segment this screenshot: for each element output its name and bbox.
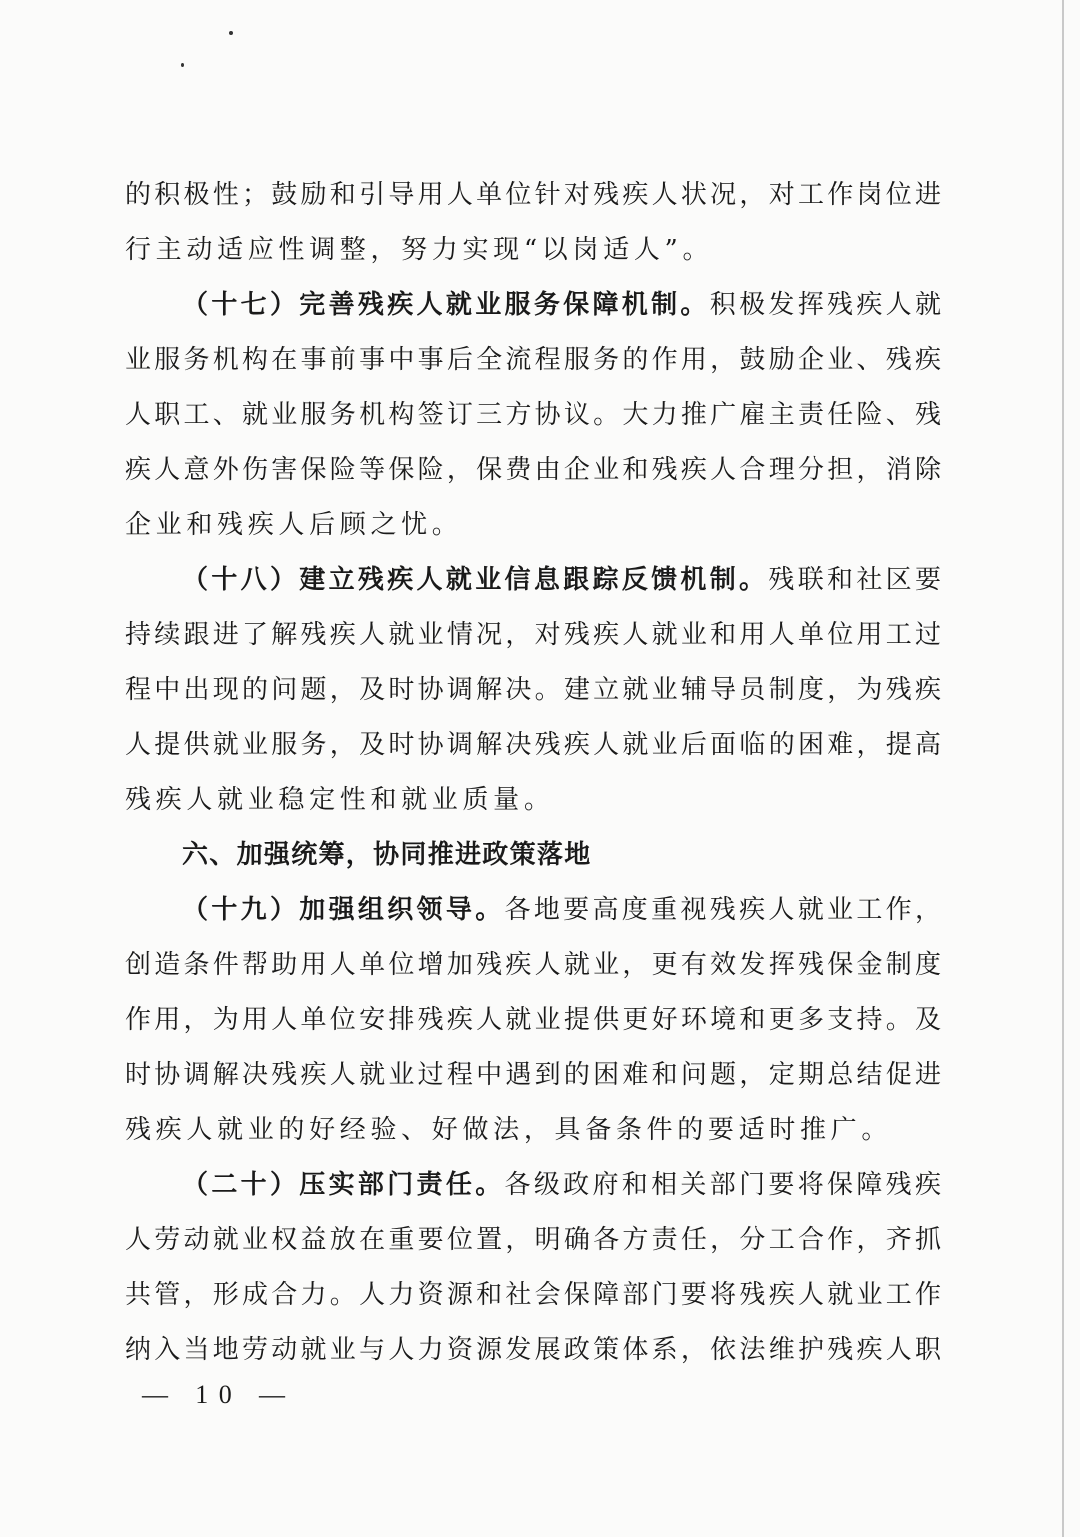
clause-first-line bbox=[125, 1158, 941, 1213]
clause-text: 积极发挥残疾人就 bbox=[709, 290, 941, 320]
body-line: 创造条件帮助用人单位增加残疾人就业，更有效发挥残保金制度 bbox=[125, 950, 941, 980]
page-number: — 10 — bbox=[142, 1380, 296, 1409]
body-line: 时协调解决残疾人就业过程中遇到的困难和问题，定期总结促进 bbox=[125, 1060, 941, 1090]
body-line: 业服务机构在事前事中事后全流程服务的作用，鼓励企业、残疾 bbox=[125, 345, 941, 375]
clause-title: （十九）加强组织领导。 bbox=[182, 895, 505, 925]
body-line: 纳入当地劳动就业与人力资源发展政策体系，依法维护残疾人职 bbox=[125, 1335, 941, 1365]
clause-text: 残联和社区要 bbox=[768, 565, 941, 595]
body-line: 企业和残疾人后顾之忧。 bbox=[125, 510, 463, 540]
body-line: 人职工、就业服务机构签订三方协议。大力推广雇主责任险、残 bbox=[125, 400, 941, 430]
body-line: 作用，为用人单位安排残疾人就业提供更好环境和更多支持。及 bbox=[125, 1005, 941, 1035]
body-line: 残疾人就业稳定性和就业质量。 bbox=[125, 785, 555, 815]
clause-text: 各级政府和相关部门要将保障残疾 bbox=[504, 1170, 941, 1200]
scan-speck bbox=[229, 31, 233, 35]
body-line: 行主动适应性调整，努力实现“以岗适人”。 bbox=[125, 235, 714, 265]
clause-first-line bbox=[125, 553, 941, 608]
scan-edge bbox=[1062, 0, 1064, 1537]
body-line: 持续跟进了解残疾人就业情况，对残疾人就业和用人单位用工过 bbox=[125, 620, 941, 650]
body-line: 程中出现的问题，及时协调解决。建立就业辅导员制度，为残疾 bbox=[125, 675, 941, 705]
scan-speck bbox=[181, 63, 184, 67]
clause-text: 各地要高度重视残疾人就业工作， bbox=[504, 895, 941, 925]
body-line: 的积极性；鼓励和引导用人单位针对残疾人状况，对工作岗位进 bbox=[125, 180, 941, 210]
document-body bbox=[125, 168, 941, 1378]
clause-first-line bbox=[125, 883, 941, 938]
body-line: 残疾人就业的好经验、好做法，具备条件的要适时推广。 bbox=[125, 1115, 893, 1145]
clause-title: （十八）建立残疾人就业信息跟踪反馈机制。 bbox=[182, 565, 769, 595]
clause-title: （十七）完善残疾人就业服务保障机制。 bbox=[182, 290, 710, 320]
body-line: 共管，形成合力。人力资源和社会保障部门要将残疾人就业工作 bbox=[125, 1280, 941, 1310]
section-heading: 六、加强统筹，协同推进政策落地 bbox=[182, 840, 592, 870]
body-line: 人提供就业服务，及时协调解决残疾人就业后面临的困难，提高 bbox=[125, 730, 941, 760]
clause-first-line bbox=[125, 278, 941, 333]
body-line: 人劳动就业权益放在重要位置，明确各方责任，分工合作，齐抓 bbox=[125, 1225, 941, 1255]
body-line: 疾人意外伤害保险等保险，保费由企业和残疾人合理分担，消除 bbox=[125, 455, 941, 485]
clause-title: （二十）压实部门责任。 bbox=[182, 1170, 505, 1200]
